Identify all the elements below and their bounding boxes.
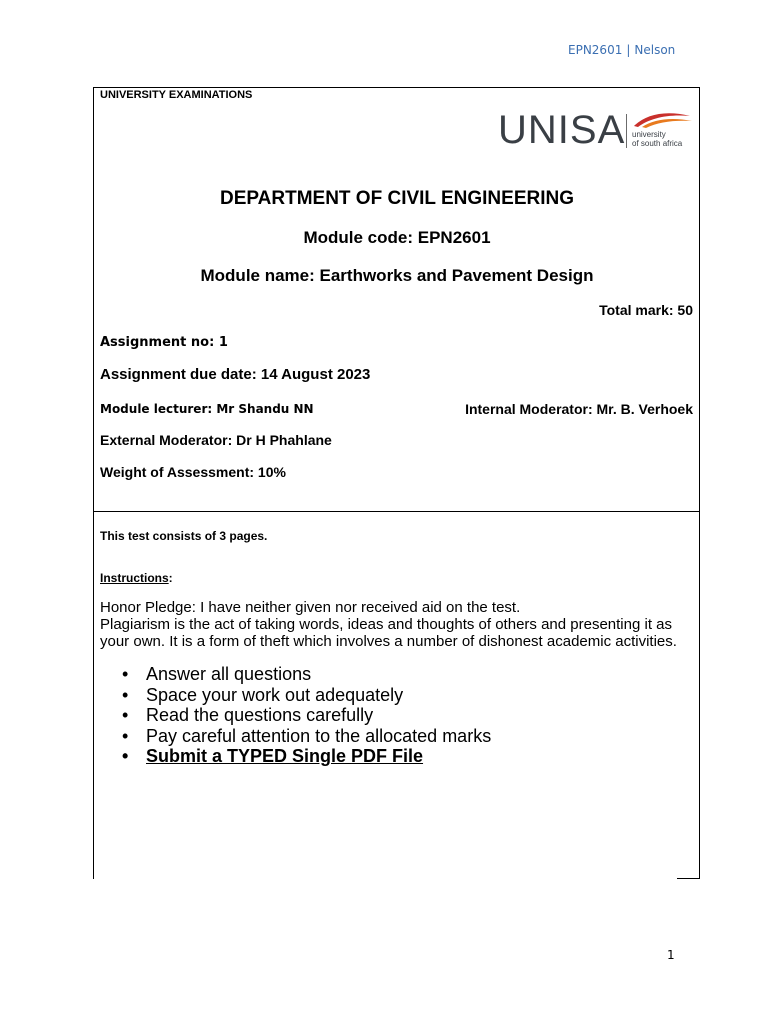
instructions-box-right-border	[699, 512, 700, 879]
unisa-logo	[498, 108, 698, 152]
list-item: • Read the questions carefully	[100, 705, 491, 726]
header-code: EPN2601	[568, 43, 623, 57]
list-item: • Submit a TYPED Single PDF File	[100, 746, 491, 767]
pages-note: This test consists of 3 pages.	[100, 529, 268, 543]
header-name: Nelson	[634, 43, 676, 57]
total-mark: Total mark: 50	[599, 302, 693, 318]
department-title: DEPARTMENT OF CIVIL ENGINEERING	[220, 188, 574, 209]
logo-swoosh-icon	[632, 110, 694, 130]
list-item: • Space your work out adequately	[100, 685, 491, 706]
instructions-colon: :	[168, 571, 173, 585]
university-examinations-label: UNIVERSITY EXAMINATIONS	[100, 89, 253, 101]
honor-pledge-block	[100, 599, 700, 650]
logo-subtitle	[632, 130, 682, 148]
page-number: 1	[667, 948, 675, 962]
list-item: • Pay careful attention to the allocated marks	[100, 726, 491, 747]
instructions-label: Instructions	[100, 571, 169, 585]
honor-pledge: Honor Pledge: I have neither given nor received aid on the test.	[100, 599, 521, 616]
module-code: Module code: EPN2601	[303, 228, 491, 247]
header-separator: |	[626, 43, 631, 57]
external-moderator: External Moderator: Dr H Phahlane	[100, 432, 332, 448]
logo-divider	[626, 114, 627, 148]
logo-word: UNISA	[498, 108, 626, 152]
running-header	[568, 43, 675, 57]
logo-subtitle-line2: of south africa	[632, 139, 683, 148]
internal-moderator: Internal Moderator: Mr. B. Verhoek	[465, 401, 693, 417]
instructions-heading	[100, 571, 173, 585]
assignment-number: Assignment no: 1	[100, 335, 228, 350]
assessment-weight: Weight of Assessment: 10%	[100, 464, 286, 480]
list-item: • Answer all questions	[100, 664, 491, 685]
due-date: Assignment due date: 14 August 2023	[100, 366, 371, 383]
instructions-box-left-border	[93, 512, 94, 879]
logo-subtitle-line1: university	[632, 130, 666, 139]
plagiarism-note: Plagiarism is the act of taking words, ideas and thoughts of others and presenting it as your own. It is a form of theft which involves a number of dishonest academic activities.	[100, 616, 677, 650]
instructions-box-bottom-tail	[677, 878, 700, 879]
instruction-list	[100, 664, 491, 767]
module-lecturer: Module lecturer: Mr Shandu NN	[100, 402, 314, 416]
module-name: Module name: Earthworks and Pavement Design	[200, 266, 594, 285]
